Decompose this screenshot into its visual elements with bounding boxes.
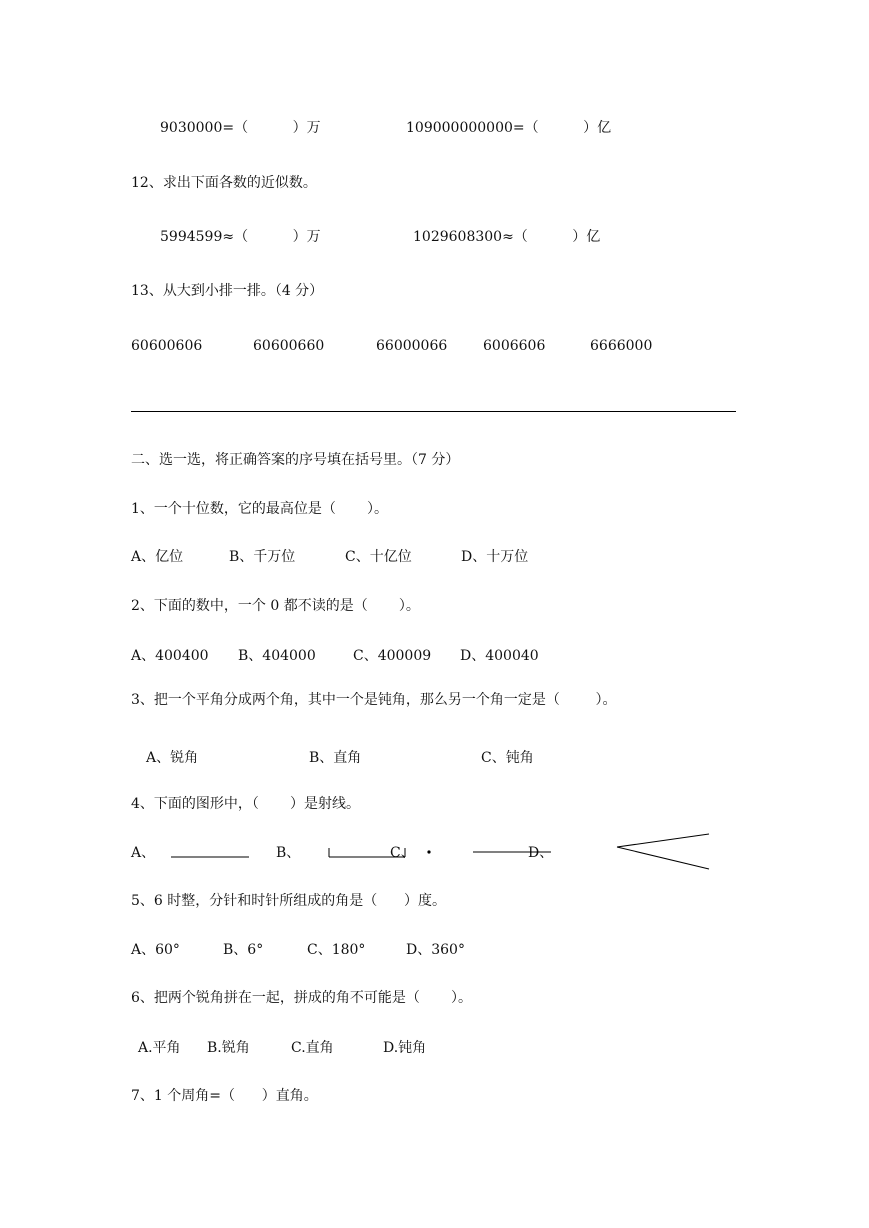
option: B、直角 (309, 750, 362, 766)
q13-number: 60600606 (131, 338, 203, 354)
question-stem: 5、6 时整，分针和时针所组成的角是（ ）度。 (131, 893, 446, 909)
q12-title: 12、求出下面各数的近似数。 (131, 175, 317, 191)
question-stem: 3、把一个平角分成两个角，其中一个是钝角，那么另一个角一定是（ ）。 (131, 692, 617, 708)
q13-number: 66000066 (376, 338, 448, 354)
question-stem: 6、把两个锐角拼在一起，拼成的角不可能是（ ）。 (131, 990, 473, 1006)
option: B.锐角 (207, 1040, 250, 1056)
option: D、400040 (460, 648, 539, 664)
option: C、十亿位 (345, 549, 412, 565)
option: B、千万位 (229, 549, 296, 565)
q13-number: 6006606 (483, 338, 546, 354)
question-stem: 4、下面的图形中，（ ）是射线。 (131, 796, 361, 812)
option: B、6° (223, 942, 264, 958)
figure-angle-upper-ray (617, 834, 709, 847)
question-stem: 1、一个十位数，它的最高位是（ ）。 (131, 501, 389, 517)
option: D、 (528, 845, 554, 861)
option: D、十万位 (461, 549, 529, 565)
q13-number: 6666000 (590, 338, 653, 354)
option: B、 (276, 845, 301, 861)
q11-item-b: 109000000000=（ ）亿 (406, 120, 612, 136)
question-stem: 2、下面的数中，一个 0 都不读的是（ ）。 (131, 598, 420, 614)
option: D.钝角 (383, 1040, 427, 1056)
option: C、180° (307, 942, 366, 958)
option: C、400009 (353, 648, 432, 664)
option: C、钝角 (481, 750, 534, 766)
option: A、 (131, 845, 156, 861)
question-stem: 7、1 个周角=（ ）直角。 (131, 1088, 318, 1104)
option: C.直角 (291, 1040, 334, 1056)
option: C、 (390, 845, 415, 861)
section-title: 二、选一选，将正确答案的序号填在括号里。（7 分） (131, 452, 460, 468)
q13-number: 60600660 (253, 338, 325, 354)
q13-title: 13、从大到小排一排。（4 分） (131, 283, 324, 299)
q12-item-b: 1029608300≈（ ）亿 (413, 229, 601, 245)
option: A、锐角 (146, 750, 199, 766)
option: D、360° (406, 942, 465, 958)
option: B、404000 (238, 648, 316, 664)
option: A.平角 (138, 1040, 181, 1056)
figure-point (427, 850, 430, 853)
option: A、400400 (131, 648, 209, 664)
option: A、亿位 (131, 549, 184, 565)
q11-item-a: 9030000=（ ）万 (160, 120, 321, 136)
option: A、60° (131, 942, 180, 958)
q12-item-a: 5994599≈（ ）万 (160, 229, 321, 245)
figure-angle-lower-ray (617, 847, 709, 869)
